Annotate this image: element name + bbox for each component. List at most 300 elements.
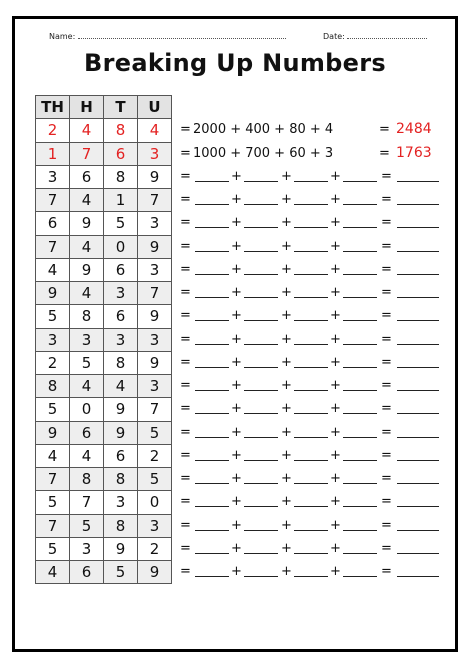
answer-blank[interactable] (397, 543, 439, 554)
equals-sign: = (180, 494, 191, 510)
equals-sign: = (381, 168, 392, 184)
equals-sign: = (381, 261, 392, 277)
digit-cell: 8 (104, 165, 138, 188)
blank-equation-row (177, 328, 451, 351)
part-blank[interactable] (294, 566, 328, 577)
table-row (36, 328, 172, 351)
part-blank[interactable] (294, 357, 328, 368)
blank-equation-row (177, 351, 451, 374)
part-blank[interactable] (195, 334, 229, 345)
column-header: TH (36, 96, 70, 119)
part-blank[interactable] (343, 543, 377, 554)
plus-sign: + (231, 378, 242, 393)
table-row (36, 537, 172, 560)
blank-equation-row (177, 211, 451, 234)
digit-cell: 9 (70, 258, 104, 281)
digit-cell: 5 (70, 351, 104, 374)
blank-equation-row (177, 421, 451, 444)
plus-sign: + (281, 378, 292, 393)
part-blank[interactable] (294, 450, 328, 461)
table-body (36, 119, 172, 584)
answer-blank[interactable] (397, 171, 439, 182)
part-blank[interactable] (294, 520, 328, 531)
part-blank[interactable] (294, 496, 328, 507)
digit-cell: 4 (70, 282, 104, 305)
part-blank[interactable] (244, 543, 278, 554)
part-blank[interactable] (343, 334, 377, 345)
digit-cell: 5 (36, 537, 70, 560)
answer-blank[interactable] (397, 403, 439, 414)
digit-cell: 5 (104, 561, 138, 584)
part-blank[interactable] (343, 264, 377, 275)
plus-sign: + (231, 540, 242, 556)
digit-cell: 4 (70, 375, 104, 398)
plus-sign: + (231, 401, 242, 417)
blank-equation-row (177, 467, 451, 490)
answer-blank[interactable] (397, 566, 439, 577)
answer-blank[interactable] (397, 217, 439, 228)
part-blank[interactable] (195, 380, 229, 391)
plus-sign: + (330, 517, 341, 533)
part-blank[interactable] (294, 194, 328, 205)
blank-equation-row (177, 560, 451, 583)
part-blank[interactable] (244, 194, 278, 205)
equals-sign: = (381, 308, 392, 324)
equals-sign: = (180, 261, 191, 277)
part-blank[interactable] (343, 380, 377, 391)
part-blank[interactable] (343, 473, 377, 484)
digit-cell: 2 (36, 119, 70, 142)
plus-sign: + (281, 494, 292, 510)
equals-sign: = (180, 471, 191, 486)
digit-cell: 6 (104, 305, 138, 328)
blank-equation-row (177, 235, 451, 258)
part-blank[interactable] (343, 403, 377, 414)
name-field[interactable] (49, 30, 286, 41)
part-blank[interactable] (244, 171, 278, 182)
table-row (36, 514, 172, 537)
digit-cell: 3 (104, 328, 138, 351)
equals-sign: = (180, 308, 191, 324)
plus-sign: + (281, 308, 292, 324)
plus-sign: + (330, 238, 341, 254)
digit-cell: 8 (70, 468, 104, 491)
digit-cell: 4 (104, 375, 138, 398)
answer-blank[interactable] (397, 380, 439, 391)
digit-cell: 3 (70, 537, 104, 560)
digit-cell: 5 (104, 212, 138, 235)
equals-sign: = (180, 540, 191, 556)
part-blank[interactable] (343, 287, 377, 298)
digit-cell: 4 (138, 119, 172, 142)
plus-sign: + (231, 215, 242, 231)
part-blank[interactable] (195, 427, 229, 438)
answer-blank[interactable] (397, 496, 439, 507)
plus-sign: + (281, 168, 292, 184)
plus-sign: + (330, 285, 341, 300)
plus-sign: + (281, 331, 292, 347)
equals-sign: = (180, 401, 191, 417)
digit-cell: 3 (104, 282, 138, 305)
blank-equation-row (177, 304, 451, 327)
plus-sign: + (231, 331, 242, 347)
plus-sign: + (330, 471, 341, 486)
digit-cell: 9 (138, 351, 172, 374)
table-row (36, 282, 172, 305)
part-blank[interactable] (343, 194, 377, 205)
digit-cell: 6 (70, 421, 104, 444)
digit-cell: 9 (36, 421, 70, 444)
equals-sign: = (381, 447, 392, 463)
plus-sign: + (281, 447, 292, 463)
blank-equation-row (177, 258, 451, 281)
plus-sign: + (281, 215, 292, 231)
plus-sign: + (330, 378, 341, 393)
part-blank[interactable] (343, 427, 377, 438)
digit-cell: 8 (104, 468, 138, 491)
plus-sign: + (281, 354, 292, 370)
digit-cell: 5 (70, 514, 104, 537)
digit-cell: 3 (104, 491, 138, 514)
digit-cell: 0 (104, 235, 138, 258)
equals-sign: = (180, 564, 191, 579)
digit-cell: 3 (138, 514, 172, 537)
part-blank[interactable] (244, 287, 278, 298)
part-blank[interactable] (195, 264, 229, 275)
plus-sign: + (330, 564, 341, 579)
digit-cell: 3 (138, 328, 172, 351)
part-blank[interactable] (195, 310, 229, 321)
answer-blank[interactable] (397, 357, 439, 368)
equals-sign: = (180, 192, 191, 207)
part-blank[interactable] (244, 566, 278, 577)
digit-cell: 9 (138, 165, 172, 188)
digit-cell: 5 (36, 491, 70, 514)
part-blank[interactable] (294, 310, 328, 321)
equals-sign: = (381, 517, 392, 533)
part-blank[interactable] (244, 450, 278, 461)
part-blank[interactable] (294, 380, 328, 391)
column-header: T (104, 96, 138, 119)
blank-equation-row (177, 281, 451, 304)
plus-sign: + (281, 192, 292, 207)
answer-blank[interactable] (397, 241, 439, 252)
expansion-text: 2000 + 400 + 80 + 4 (193, 122, 334, 138)
digit-cell: 5 (36, 398, 70, 421)
part-blank[interactable] (343, 450, 377, 461)
place-value-table (35, 95, 172, 584)
part-blank[interactable] (195, 450, 229, 461)
digit-cell: 1 (36, 142, 70, 165)
plus-sign: + (281, 238, 292, 254)
plus-sign: + (330, 540, 341, 556)
plus-sign: + (330, 192, 341, 207)
digit-cell: 2 (138, 444, 172, 467)
answer-blank[interactable] (397, 450, 439, 461)
digit-cell: 9 (104, 398, 138, 421)
part-blank[interactable] (244, 427, 278, 438)
date-field[interactable] (323, 30, 427, 41)
plus-sign: + (330, 424, 341, 440)
column-header: H (70, 96, 104, 119)
part-blank[interactable] (195, 171, 229, 182)
plus-sign: + (231, 447, 242, 463)
digit-cell: 7 (36, 189, 70, 212)
digit-cell: 3 (36, 328, 70, 351)
digit-cell: 8 (36, 375, 70, 398)
digit-cell: 7 (70, 142, 104, 165)
equals-sign: = (381, 401, 392, 417)
expansion-text: 1000 + 700 + 60 + 3 (193, 145, 334, 161)
digit-cell: 2 (138, 537, 172, 560)
table-row (36, 491, 172, 514)
part-blank[interactable] (294, 264, 328, 275)
part-blank[interactable] (343, 241, 377, 252)
digit-cell: 9 (138, 305, 172, 328)
digit-cell: 4 (70, 119, 104, 142)
plus-sign: + (330, 331, 341, 347)
part-blank[interactable] (343, 310, 377, 321)
equals-sign: = (381, 238, 392, 254)
name-label: Name: (49, 32, 76, 41)
digit-cell: 7 (36, 235, 70, 258)
plus-sign: + (281, 517, 292, 533)
part-blank[interactable] (244, 217, 278, 228)
plus-sign: + (231, 308, 242, 324)
part-blank[interactable] (294, 241, 328, 252)
equals-sign: = (180, 285, 191, 300)
blank-equation-row (177, 165, 451, 188)
part-blank[interactable] (343, 566, 377, 577)
digit-cell: 2 (36, 351, 70, 374)
answer-blank[interactable] (397, 520, 439, 531)
digit-cell: 3 (138, 142, 172, 165)
plus-sign: + (231, 564, 242, 579)
digit-cell: 7 (36, 468, 70, 491)
part-blank[interactable] (195, 194, 229, 205)
table-row (36, 561, 172, 584)
digit-cell: 6 (104, 258, 138, 281)
plus-sign: + (330, 261, 341, 277)
blank-equation-row (177, 490, 451, 513)
part-blank[interactable] (244, 241, 278, 252)
plus-sign: + (231, 471, 242, 486)
digit-cell: 0 (138, 491, 172, 514)
plus-sign: + (281, 285, 292, 300)
part-blank[interactable] (244, 380, 278, 391)
equals-sign: = (180, 447, 191, 463)
answer-blank[interactable] (397, 427, 439, 438)
equals-sign: = (180, 238, 191, 254)
digit-cell: 8 (104, 119, 138, 142)
digit-cell: 0 (70, 398, 104, 421)
equals-sign: = (180, 215, 191, 231)
part-blank[interactable] (195, 287, 229, 298)
table-row (36, 421, 172, 444)
table-row (36, 258, 172, 281)
equals-sign: = (180, 331, 191, 347)
answer-blank[interactable] (397, 310, 439, 321)
part-blank[interactable] (195, 520, 229, 531)
part-blank[interactable] (244, 264, 278, 275)
digit-cell: 5 (36, 305, 70, 328)
equals-sign: = (381, 424, 392, 440)
digit-cell: 8 (104, 351, 138, 374)
date-input-line[interactable] (347, 30, 427, 39)
plus-sign: + (330, 168, 341, 184)
table-row (36, 189, 172, 212)
part-blank[interactable] (195, 473, 229, 484)
digit-cell: 4 (36, 444, 70, 467)
blank-equation-row (177, 514, 451, 537)
part-blank[interactable] (294, 543, 328, 554)
part-blank[interactable] (343, 171, 377, 182)
plus-sign: + (281, 540, 292, 556)
example-equation-row (177, 118, 451, 141)
digit-cell: 9 (138, 561, 172, 584)
part-blank[interactable] (244, 520, 278, 531)
plus-sign: + (281, 564, 292, 579)
example-equation-row (177, 142, 451, 165)
equals-sign: = (180, 354, 191, 370)
digit-cell: 7 (36, 514, 70, 537)
digit-cell: 7 (138, 189, 172, 212)
equals-sign: = (379, 145, 390, 161)
plus-sign: + (330, 308, 341, 324)
part-blank[interactable] (244, 403, 278, 414)
part-blank[interactable] (294, 171, 328, 182)
part-blank[interactable] (195, 217, 229, 228)
part-blank[interactable] (343, 496, 377, 507)
equals-sign: = (381, 471, 392, 486)
part-blank[interactable] (294, 217, 328, 228)
digit-cell: 4 (36, 258, 70, 281)
table-row (36, 444, 172, 467)
digit-cell: 7 (138, 398, 172, 421)
part-blank[interactable] (244, 496, 278, 507)
table-row (36, 305, 172, 328)
table-row (36, 212, 172, 235)
part-blank[interactable] (244, 310, 278, 321)
equals-sign: = (180, 122, 191, 138)
part-blank[interactable] (343, 357, 377, 368)
digit-cell: 4 (36, 561, 70, 584)
digit-cell: 3 (36, 165, 70, 188)
plus-sign: + (231, 238, 242, 254)
column-header: U (138, 96, 172, 119)
plus-sign: + (330, 401, 341, 417)
equals-sign: = (381, 331, 392, 347)
part-blank[interactable] (195, 357, 229, 368)
part-blank[interactable] (244, 334, 278, 345)
equals-sign: = (381, 215, 392, 231)
name-input-line[interactable] (78, 30, 286, 39)
answer-text: 1763 (396, 144, 432, 161)
blank-equation-row (177, 397, 451, 420)
digit-cell: 6 (104, 444, 138, 467)
plus-sign: + (330, 354, 341, 370)
plus-sign: + (231, 424, 242, 440)
plus-sign: + (281, 401, 292, 417)
equals-sign: = (381, 494, 392, 510)
plus-sign: + (330, 447, 341, 463)
digit-cell: 3 (70, 328, 104, 351)
part-blank[interactable] (195, 566, 229, 577)
part-blank[interactable] (195, 543, 229, 554)
part-blank[interactable] (195, 241, 229, 252)
part-blank[interactable] (244, 473, 278, 484)
digit-cell: 4 (70, 444, 104, 467)
equals-sign: = (180, 424, 191, 440)
answer-blank[interactable] (397, 264, 439, 275)
digit-cell: 3 (138, 258, 172, 281)
digit-cell: 9 (138, 235, 172, 258)
part-blank[interactable] (244, 357, 278, 368)
digit-cell: 8 (70, 305, 104, 328)
part-blank[interactable] (294, 334, 328, 345)
equals-sign: = (379, 122, 390, 138)
digit-cell: 5 (138, 421, 172, 444)
plus-sign: + (281, 261, 292, 277)
answer-blank[interactable] (397, 287, 439, 298)
table-row (36, 235, 172, 258)
plus-sign: + (231, 354, 242, 370)
table-row (36, 375, 172, 398)
table-row (36, 142, 172, 165)
digit-cell: 6 (70, 165, 104, 188)
plus-sign: + (330, 494, 341, 510)
part-blank[interactable] (343, 217, 377, 228)
part-blank[interactable] (195, 403, 229, 414)
table-row (36, 398, 172, 421)
digit-cell: 3 (138, 375, 172, 398)
blank-equation-row (177, 444, 451, 467)
equation-area (177, 118, 451, 583)
digit-cell: 3 (138, 212, 172, 235)
digit-cell: 7 (70, 491, 104, 514)
digit-cell: 6 (104, 142, 138, 165)
digit-cell: 4 (70, 189, 104, 212)
part-blank[interactable] (294, 287, 328, 298)
answer-blank[interactable] (397, 194, 439, 205)
part-blank[interactable] (294, 427, 328, 438)
equals-sign: = (381, 378, 392, 393)
worksheet-page (12, 16, 458, 652)
blank-equation-row (177, 374, 451, 397)
answer-text: 2484 (396, 121, 432, 138)
plus-sign: + (281, 471, 292, 486)
plus-sign: + (330, 215, 341, 231)
digit-cell: 6 (36, 212, 70, 235)
plus-sign: + (231, 285, 242, 300)
plus-sign: + (231, 517, 242, 533)
answer-blank[interactable] (397, 334, 439, 345)
equals-sign: = (180, 378, 191, 393)
table-row (36, 468, 172, 491)
equals-sign: = (381, 564, 392, 579)
answer-blank[interactable] (397, 473, 439, 484)
table-row (36, 165, 172, 188)
part-blank[interactable] (294, 403, 328, 414)
part-blank[interactable] (195, 496, 229, 507)
date-label: Date: (323, 32, 345, 41)
part-blank[interactable] (343, 520, 377, 531)
equals-sign: = (381, 354, 392, 370)
digit-cell: 7 (138, 282, 172, 305)
digit-cell: 5 (138, 468, 172, 491)
equals-sign: = (381, 540, 392, 556)
part-blank[interactable] (294, 473, 328, 484)
